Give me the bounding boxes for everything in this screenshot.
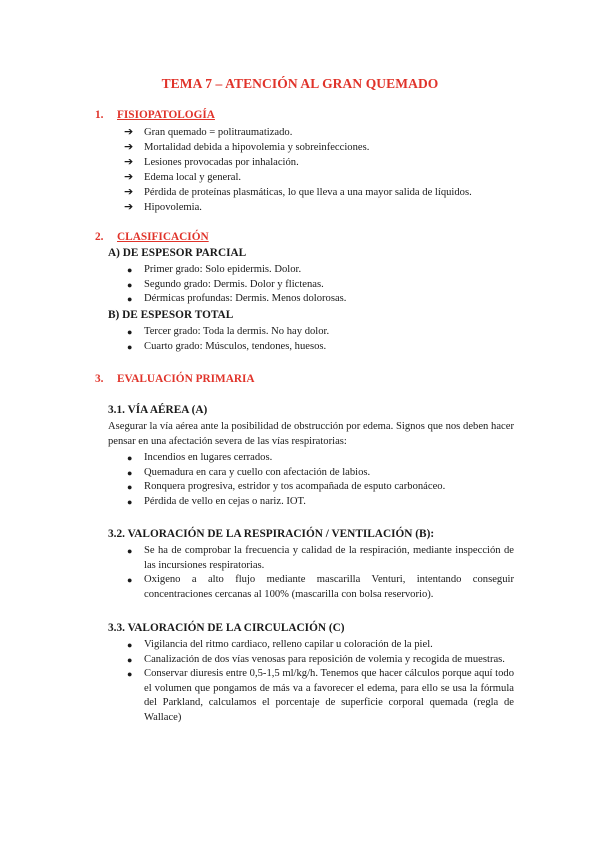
list-item: ● Se ha de comprobar la frecuencia y calidad de la respiración, mediante inspección de las incursiones respiratorias. bbox=[127, 545, 514, 571]
list-item: ● Pérdida de vello en cejas o nariz. IOT. bbox=[124, 495, 514, 510]
list-item: ● Dérmicas profundas: Dermis. Menos dolorosas. bbox=[124, 292, 514, 307]
section-label: FISIOPATOLOGÍA bbox=[117, 109, 215, 121]
via-aerea-intro: Asegurar la vía aérea ante la posibilidad de obstrucción por edema. Signos que nos deben hacer pensar en una afectación severa de las vías respiratorias: bbox=[108, 421, 514, 447]
list-item: ● Incendios en lugares cerrados. bbox=[124, 451, 514, 466]
arrow-right-icon: ➔ bbox=[124, 185, 134, 198]
arrow-right-icon: ➔ bbox=[124, 125, 134, 138]
fisiopatologia-list bbox=[124, 124, 472, 214]
bullet-icon: ● bbox=[127, 341, 133, 352]
arrow-right-icon: ➔ bbox=[124, 200, 134, 213]
respiracion-list bbox=[124, 544, 514, 602]
list-item: ● Oxigeno a alto flujo mediante mascarilla Venturi, intentando conseguir concentraciones cercanas al 100% (mascarilla con bolsa reservorio). bbox=[127, 574, 514, 600]
arrow-right-icon: ➔ bbox=[124, 155, 134, 168]
list-item: ➔ Mortalidad debida a hipovolemia y sobreinfecciones. bbox=[124, 140, 370, 153]
espesor-parcial-list bbox=[124, 263, 514, 307]
list-item: ● Tercer grado: Toda la dermis. No hay dolor. bbox=[124, 325, 514, 340]
section-number: 1. bbox=[95, 109, 104, 121]
list-item: ➔ Hipovolemia. bbox=[124, 200, 202, 213]
list-item: ● Vigilancia del ritmo cardiaco, relleno capilar u coloración de la piel. bbox=[124, 638, 514, 653]
section-number: 3. bbox=[95, 373, 104, 385]
subheading-espesor-parcial: A) DE ESPESOR PARCIAL bbox=[108, 247, 247, 259]
subheading-via-aerea: 3.1. VÍA AÉREA (A) bbox=[108, 404, 208, 416]
espesor-total-list bbox=[124, 325, 514, 354]
arrow-right-icon: ➔ bbox=[124, 140, 134, 153]
list-item: ➔ Gran quemado = politraumatizado. bbox=[124, 125, 293, 138]
bullet-icon: ● bbox=[127, 482, 133, 493]
list-item: ➔ Lesiones provocadas por inhalación. bbox=[124, 155, 299, 168]
list-item: ● Ronquera progresiva, estridor y tos acompañada de esputo carbonáceo. bbox=[124, 480, 514, 495]
bullet-icon: ● bbox=[127, 279, 133, 290]
list-item: ● Cuarto grado: Músculos, tendones, huesos. bbox=[124, 340, 514, 355]
section-3-heading bbox=[95, 373, 255, 385]
section-1-heading bbox=[95, 109, 215, 121]
bullet-icon: ● bbox=[127, 453, 133, 463]
list-item: ● Primer grado: Solo epidermis. Dolor. bbox=[124, 263, 514, 278]
section-label: EVALUACIÓN PRIMARIA bbox=[117, 373, 255, 385]
bullet-icon: ● bbox=[127, 327, 133, 337]
circulacion-list bbox=[124, 638, 514, 726]
list-item: ➔ Pérdida de proteínas plasmáticas, lo que lleva a una mayor salida de líquidos. bbox=[124, 185, 472, 198]
bullet-icon: ● bbox=[127, 654, 133, 665]
list-item: ● Canalización de dos vías venosas para reposición de volemia y recogida de muestras. bbox=[124, 653, 514, 668]
list-item: ● Quemadura en cara y cuello con afectación de labios. bbox=[124, 466, 514, 481]
section-number: 2. bbox=[95, 231, 104, 243]
section-label: CLASIFICACIÓN bbox=[117, 231, 209, 243]
list-item: ● Segundo grado: Dermis. Dolor y flictenas. bbox=[124, 278, 514, 293]
page-title: TEMA 7 – ATENCIÓN AL GRAN QUEMADO bbox=[161, 76, 439, 91]
list-item: ● Conservar diuresis entre 0,5-1,5 ml/kg/h. Tenemos que hacer cálculos porque aquí todo el volumen que pongamos de más va a favorecer el edema, para ello se usa la fórmula del Parkland, calculamos el porcentaje de superficie corporal quemada (regla de Wallace) bbox=[127, 668, 514, 723]
bullet-icon: ● bbox=[127, 669, 133, 680]
via-aerea-list bbox=[124, 451, 514, 509]
section-2-heading bbox=[95, 231, 209, 243]
bullet-icon: ● bbox=[127, 496, 133, 507]
list-item: ➔ Edema local y general. bbox=[124, 170, 242, 183]
bullet-icon: ● bbox=[127, 294, 133, 305]
arrow-right-icon: ➔ bbox=[124, 170, 134, 183]
bullet-icon: ● bbox=[127, 265, 133, 275]
subheading-espesor-total: B) DE ESPESOR TOTAL bbox=[108, 309, 234, 321]
bullet-icon: ● bbox=[127, 575, 133, 586]
bullet-icon: ● bbox=[127, 640, 133, 650]
bullet-icon: ● bbox=[127, 467, 133, 478]
bullet-icon: ● bbox=[127, 546, 133, 556]
subheading-respiracion: 3.2. VALORACIÓN DE LA RESPIRACIÓN / VENTILACIÓN (B): bbox=[108, 528, 435, 540]
subheading-circulacion: 3.3. VALORACIÓN DE LA CIRCULACIÓN (C) bbox=[108, 622, 345, 634]
